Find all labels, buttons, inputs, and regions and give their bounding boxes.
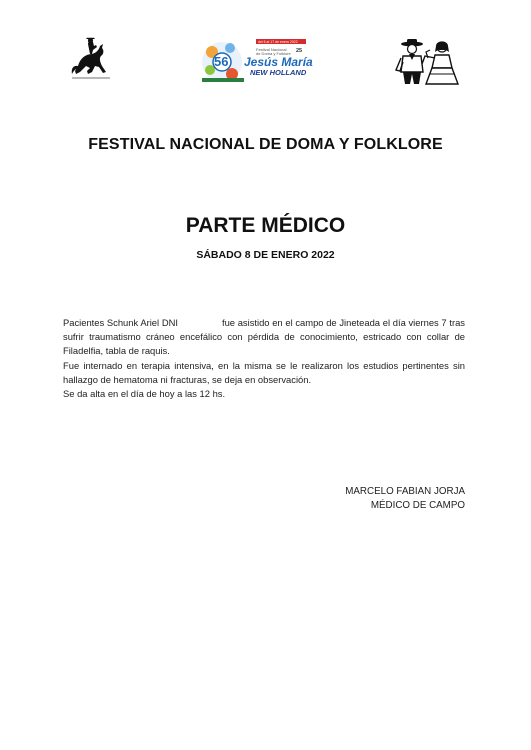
report-title: PARTE MÉDICO bbox=[185, 214, 346, 237]
gaucho-couple-icon bbox=[392, 38, 464, 86]
paragraph-2: Fue internado en terapia intensiva, en la misma se le realizaron los estudios pertinentes sin hallazgo de hematoma ni fracturas, se deja en observación. bbox=[63, 359, 465, 385]
signature-name: MARCELO FABIAN JORJA bbox=[345, 486, 465, 497]
logo-line1: Festival Nacional bbox=[256, 47, 287, 52]
paragraph-3: Se da alta en el día de hoy a las 12 hs. bbox=[63, 388, 226, 400]
signature-role: MÉDICO DE CAMPO bbox=[370, 500, 465, 511]
festival-logo bbox=[200, 38, 320, 86]
signature-block bbox=[320, 485, 465, 513]
logo-name: Jesús María bbox=[244, 55, 313, 69]
paragraph-1-start: Pacientes Schunk Ariel DNI bbox=[63, 317, 178, 328]
logo-edition: 56 bbox=[214, 54, 229, 69]
logo-sponsor: NEW HOLLAND bbox=[250, 68, 307, 77]
festival-title: FESTIVAL NACIONAL DE DOMA Y FOLKLORE bbox=[88, 136, 443, 153]
logo-line2: de Doma y Folklore bbox=[256, 51, 291, 56]
logo-dates: del 6 al 17 de enero 2022 bbox=[258, 40, 298, 44]
paragraph-1-rest: fue asistido en el campo de Jineteada el día viernes 7 tras sufrir traumatismo cráneo encefálico con pérdida de conocimiento, estricado con collar de Filadelfia, tabla de raquis. bbox=[63, 317, 465, 357]
horse-rider-icon bbox=[66, 36, 116, 82]
report-body bbox=[63, 316, 465, 401]
report-date: SÁBADO 8 DE ENERO 2022 bbox=[196, 249, 335, 261]
paragraph-1 bbox=[63, 316, 465, 359]
logo-number-badge: 25 bbox=[296, 48, 303, 54]
